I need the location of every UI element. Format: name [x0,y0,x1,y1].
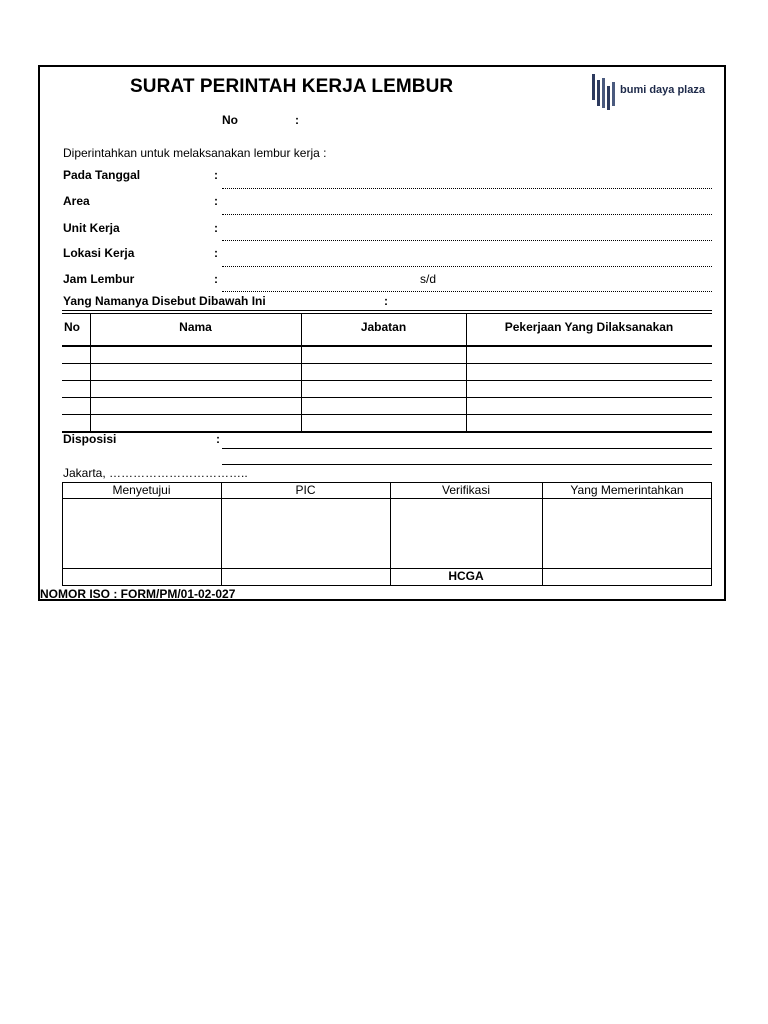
logo-text: bumi daya plaza [620,84,705,96]
col-no: No [64,320,80,334]
page-title: SURAT PERINTAH KERJA LEMBUR [130,76,454,97]
jam-lembur-field[interactable] [222,291,712,292]
table-row[interactable] [62,380,712,381]
yang-namanya-colon: : [384,294,388,308]
disposisi-colon: : [216,432,220,446]
sig-hcga: HCGA [448,569,484,583]
sig-pic: PIC [295,483,316,497]
pada-tanggal-field[interactable] [222,188,712,189]
col-nama: Nama [179,320,212,334]
no-label: No [222,113,238,127]
sig-yang-memerintahkan: Yang Memerintahkan [570,483,684,497]
unit-kerja-field[interactable] [222,240,712,241]
table-bottom-line [62,431,712,433]
area-colon: : [214,194,218,208]
yang-namanya-label: Yang Namanya Disebut Dibawah Ini [63,294,266,308]
unit-kerja-label: Unit Kerja [63,221,120,235]
signature-header-line [62,498,712,499]
col-pekerjaan: Pekerjaan Yang Dilaksanakan [504,320,674,334]
table-divider [301,313,302,432]
iso-number: NOMOR ISO : FORM/PM/01-02-027 [40,587,236,601]
pada-tanggal-colon: : [214,168,218,182]
signature-divider [221,482,222,586]
jam-lembur-label: Jam Lembur [63,272,135,286]
sd-label: s/d [420,272,437,286]
table-top-line-2 [62,313,712,314]
area-label: Area [63,194,90,208]
col-jabatan: Jabatan [360,320,407,334]
table-row[interactable] [62,414,712,415]
signature-footer-line [62,568,712,569]
table-divider [466,313,467,432]
disposisi-field-2[interactable] [222,464,712,465]
intro-text: Diperintahkan untuk melaksanakan lembur kerja : [63,146,327,160]
sig-menyetujui: Menyetujui [112,483,171,497]
unit-kerja-colon: : [214,221,218,235]
table-row[interactable] [62,363,712,364]
jakarta-date: Jakarta, …………………………….. [63,466,248,480]
company-logo [590,72,720,112]
table-top-line [62,310,712,311]
table-header-line [62,345,712,347]
pada-tanggal-label: Pada Tanggal [63,168,141,182]
area-field[interactable] [222,214,712,215]
lokasi-kerja-colon: : [214,246,218,260]
signature-divider [542,482,543,586]
lokasi-kerja-field[interactable] [222,266,712,267]
jam-lembur-colon: : [214,272,218,286]
lokasi-kerja-label: Lokasi Kerja [63,246,135,260]
disposisi-field[interactable] [222,448,712,449]
table-row[interactable] [62,397,712,398]
sig-verifikasi: Verifikasi [441,483,491,497]
table-divider [90,313,91,432]
logo-icon [590,72,620,112]
no-colon: : [295,113,299,127]
disposisi-label: Disposisi [63,432,117,446]
